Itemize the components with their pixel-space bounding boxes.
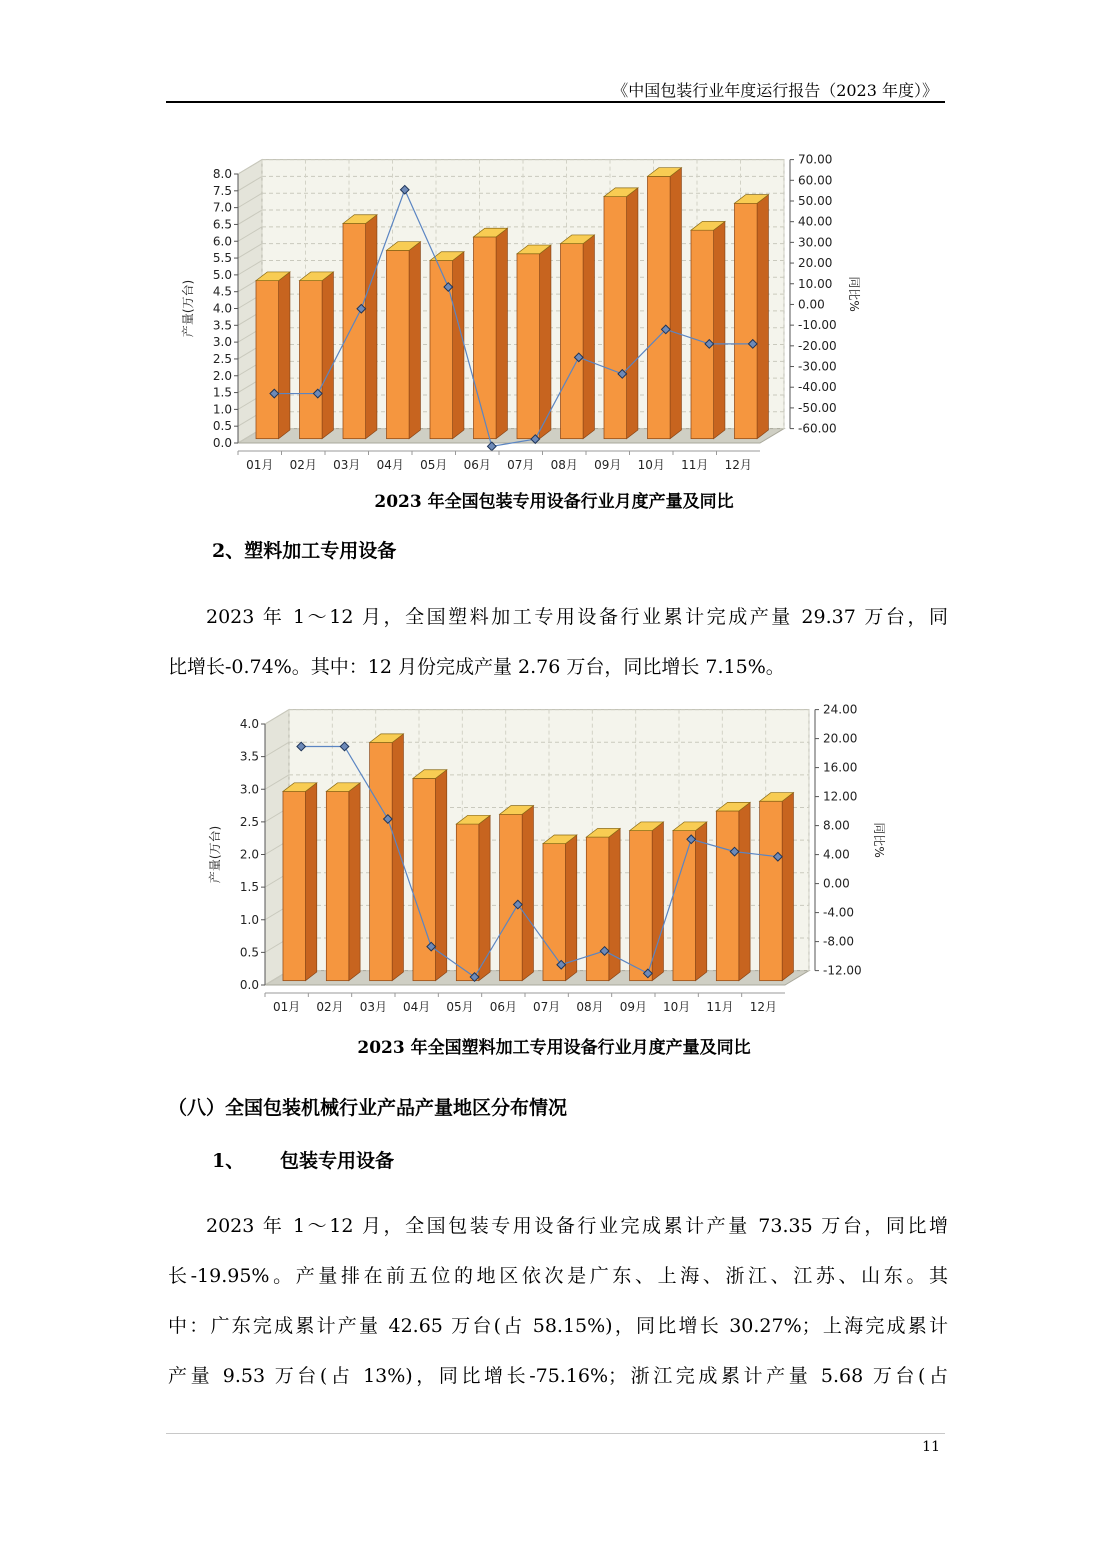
y2-tick-label: 20.00: [823, 731, 858, 746]
y2-axis-title: 同比%: [872, 822, 886, 858]
bar: [386, 250, 409, 438]
chart-2-title: 2023 年全国塑料加工专用设备行业月度产量及同比: [357, 1038, 751, 1058]
bar-side: [782, 793, 793, 981]
chart-1-title: 2023 年全国包装专用设备行业月度产量及同比: [374, 492, 734, 512]
yoy-marker: [400, 185, 409, 194]
bar: [413, 778, 436, 980]
y-tick-label: 4.5: [212, 284, 232, 299]
bar-top: [647, 168, 681, 177]
x-tick-label: 11月: [706, 1000, 734, 1014]
gridline-side: [238, 378, 262, 392]
bar-top: [517, 245, 551, 254]
bar: [691, 230, 714, 438]
gridline-side: [265, 905, 289, 919]
gridline-side: [265, 938, 289, 952]
bar-top: [673, 822, 707, 831]
yoy-marker: [748, 340, 757, 349]
bar-side: [322, 272, 333, 439]
bar-side: [540, 245, 551, 439]
header-title: 《中国包装行业年度运行报告（2023 年度）》: [612, 81, 938, 100]
bar-top: [430, 252, 464, 261]
paragraph-line: 2023 年 1～12 月，全国包装专用设备行业完成累计产量 73.35 万台，同比增: [206, 1215, 948, 1237]
chart-back-wall: [262, 160, 784, 429]
y2-tick-label: -12.00: [823, 963, 862, 978]
y-tick-label: 1.5: [239, 880, 259, 895]
chart-plastic-equipment: [207, 703, 886, 1014]
y-tick-label: 4.0: [212, 301, 232, 316]
bar-top: [413, 770, 447, 779]
yoy-marker: [687, 835, 696, 844]
gridline-side: [238, 260, 262, 274]
yoy-marker: [444, 283, 453, 292]
y-tick-label: 6.5: [212, 217, 232, 232]
y-tick-label: 8.0: [212, 167, 232, 181]
x-tick-label: 04月: [376, 458, 404, 472]
x-tick-label: 03月: [333, 458, 361, 472]
subsection-title: 包装专用设备: [280, 1150, 395, 1172]
yoy-marker: [705, 340, 714, 349]
yoy-marker: [644, 969, 653, 978]
x-tick-label: 10月: [663, 1000, 691, 1014]
chart-back-wall: [289, 710, 809, 971]
yoy-marker: [313, 389, 322, 398]
yoy-marker: [774, 852, 783, 861]
bar-top: [299, 272, 333, 281]
section-2-paragraph: [168, 592, 948, 692]
section-2-heading: 2、塑料加工专用设备: [212, 540, 397, 562]
bar: [370, 743, 393, 981]
bar: [283, 791, 306, 980]
y-tick-label: 3.5: [239, 749, 259, 764]
bar-top: [560, 235, 594, 244]
bar-side: [714, 222, 725, 439]
y2-tick-label: -50.00: [798, 400, 837, 415]
bar-top: [586, 828, 620, 837]
y2-tick-label: 10.00: [798, 276, 833, 291]
bar-side: [583, 235, 594, 439]
footer-rule: [166, 1433, 945, 1434]
x-tick-label: 08月: [576, 1000, 604, 1014]
bar-side: [652, 822, 663, 981]
y-tick-label: 1.0: [212, 402, 232, 417]
yoy-marker: [730, 847, 739, 856]
bar-side: [279, 272, 290, 439]
x-tick-label: 04月: [403, 1000, 431, 1014]
paragraph-line: 2023 年 1～12 月，全国塑料加工专用设备行业累计完成产量 29.37 万台，同: [206, 606, 948, 628]
subsection-number: 1、: [212, 1150, 245, 1172]
y2-tick-label: 16.00: [823, 760, 858, 775]
yoy-marker: [427, 942, 436, 951]
paragraph-line: 长-19.95%。产量排在前五位的地区依次是广东、上海、浙江、江苏、山东。其: [168, 1265, 948, 1287]
bar: [326, 791, 349, 980]
section-8-paragraph: [168, 1201, 948, 1401]
bar: [456, 824, 479, 981]
bar-top: [760, 793, 794, 802]
gridline-side: [265, 840, 289, 854]
gridline-side: [238, 294, 262, 308]
y2-tick-label: 30.00: [798, 235, 833, 250]
bar-top: [500, 806, 534, 815]
x-tick-label: 11月: [681, 458, 709, 472]
page-number: 11: [922, 1439, 940, 1455]
chart-floor: [238, 429, 784, 443]
bar-top: [283, 783, 317, 792]
yoy-marker: [531, 435, 540, 444]
bar-side: [696, 822, 707, 981]
bar: [647, 176, 670, 438]
yoy-marker: [600, 947, 609, 956]
x-tick-label: 03月: [359, 1000, 387, 1014]
yoy-marker: [487, 442, 496, 451]
bar-side: [436, 770, 447, 981]
bar-top: [326, 783, 360, 792]
y-tick-label: 1.5: [212, 385, 232, 400]
y2-tick-label: -10.00: [798, 318, 837, 333]
y-tick-label: 0.0: [239, 978, 259, 992]
x-tick-label: 01月: [273, 1000, 301, 1014]
x-tick-label: 08月: [550, 458, 578, 472]
bar: [517, 254, 540, 439]
bar: [760, 801, 783, 980]
gridline-side: [238, 395, 262, 409]
gridline-side: [238, 345, 262, 359]
y2-tick-label: 0.00: [823, 876, 850, 891]
bar-top: [734, 195, 768, 204]
x-tick-label: 12月: [749, 1000, 777, 1014]
yoy-marker: [384, 815, 393, 824]
y-tick-label: 5.0: [212, 267, 232, 282]
yoy-marker: [618, 370, 627, 379]
bar: [299, 281, 322, 439]
bar: [256, 281, 279, 439]
y-tick-label: 3.0: [239, 782, 259, 797]
gridline-side: [238, 210, 262, 224]
yoy-marker: [297, 742, 306, 751]
yoy-marker: [514, 900, 523, 909]
x-tick-label: 10月: [637, 458, 665, 472]
gridline-side: [265, 873, 289, 887]
gridline-side: [238, 328, 262, 342]
gridline-side: [238, 176, 262, 190]
yoy-marker: [270, 389, 279, 398]
y2-tick-label: 24.00: [823, 702, 858, 717]
bar-side: [392, 734, 403, 981]
yoy-line: [274, 190, 753, 447]
gridline-side: [238, 160, 262, 174]
y-axis-title: 产量(万台): [181, 279, 195, 338]
y-tick-label: 6.0: [212, 234, 232, 249]
bar-side: [627, 188, 638, 439]
gridline-side: [265, 710, 289, 724]
bar-top: [256, 272, 290, 281]
bar: [673, 831, 696, 981]
x-tick-label: 07月: [533, 1000, 561, 1014]
bar: [734, 203, 757, 438]
bar-top: [343, 215, 377, 224]
y2-tick-label: 4.00: [823, 847, 850, 862]
y2-tick-label: 70.00: [798, 152, 833, 167]
bar-side: [479, 815, 490, 980]
bar-side: [453, 252, 464, 439]
bar-top: [386, 242, 420, 251]
y2-tick-label: -4.00: [823, 905, 855, 920]
gridline-side: [238, 412, 262, 426]
y-tick-label: 2.0: [212, 368, 232, 383]
gridline-side: [238, 361, 262, 375]
bar-side: [496, 228, 507, 438]
gridline-side: [238, 193, 262, 207]
bar-top: [456, 815, 490, 824]
bar: [604, 197, 627, 439]
bar-top: [630, 822, 664, 831]
y2-tick-label: 0.00: [798, 297, 825, 312]
y2-tick-label: -30.00: [798, 359, 837, 374]
y-tick-label: 2.5: [212, 351, 232, 366]
yoy-marker: [470, 973, 479, 982]
y2-tick-label: 50.00: [798, 193, 833, 208]
x-tick-label: 01月: [246, 458, 274, 472]
section-8-heading: （八）全国包装机械行业产品产量地区分布情况: [168, 1097, 568, 1119]
x-tick-label: 09月: [619, 1000, 647, 1014]
header-rule: [166, 101, 945, 103]
y2-tick-label: -60.00: [798, 421, 837, 436]
bar-side: [366, 215, 377, 439]
gridline-side: [265, 775, 289, 789]
y2-tick-label: -8.00: [823, 934, 855, 949]
x-tick-label: 05月: [446, 1000, 474, 1014]
chart-floor: [265, 971, 809, 985]
y-tick-label: 2.5: [239, 814, 259, 829]
yoy-marker: [557, 960, 566, 969]
chart-side-wall: [265, 710, 289, 985]
bar: [586, 837, 609, 981]
gridline-side: [238, 244, 262, 258]
x-tick-label: 02月: [316, 1000, 344, 1014]
bar-side: [739, 802, 750, 980]
bar: [630, 831, 653, 981]
yoy-marker: [661, 325, 670, 334]
y-tick-label: 7.0: [212, 200, 232, 215]
bar: [716, 811, 739, 981]
yoy-marker: [357, 304, 366, 313]
y2-tick-label: -20.00: [798, 338, 837, 353]
x-tick-label: 02月: [289, 458, 317, 472]
gridline-side: [238, 227, 262, 241]
y-tick-label: 5.5: [212, 251, 232, 266]
y-tick-label: 7.5: [212, 183, 232, 198]
y2-tick-label: 20.00: [798, 256, 833, 271]
chart-packaging-equipment: [180, 153, 861, 472]
y2-tick-label: 40.00: [798, 214, 833, 229]
bar-top: [691, 222, 725, 231]
yoy-marker: [340, 742, 349, 751]
x-tick-label: 06月: [489, 1000, 517, 1014]
x-tick-label: 06月: [463, 458, 491, 472]
bar-top: [370, 734, 404, 743]
bar-side: [566, 835, 577, 981]
bar-side: [609, 828, 620, 980]
bar-top: [716, 802, 750, 811]
x-tick-label: 09月: [594, 458, 622, 472]
bar-side: [757, 195, 768, 439]
y-tick-label: 1.0: [239, 912, 259, 927]
bar-top: [604, 188, 638, 197]
y-tick-label: 3.0: [212, 335, 232, 350]
y-tick-label: 0.5: [239, 945, 259, 960]
bar: [473, 237, 496, 439]
y-tick-label: 3.5: [212, 318, 232, 333]
bar: [430, 260, 453, 438]
paragraph-line: 比增长-0.74%。其中：12 月份完成产量 2.76 万台，同比增长 7.15%。: [168, 656, 785, 678]
y-tick-label: 0.5: [212, 419, 232, 434]
y2-tick-label: 60.00: [798, 173, 833, 188]
paragraph-line: 中：广东完成累计产量 42.65 万台(占 58.15%)，同比增长 30.27%；上海完成累计: [168, 1315, 948, 1337]
gridline-side: [265, 742, 289, 756]
y2-tick-label: 12.00: [823, 789, 858, 804]
bar: [500, 814, 523, 980]
y2-tick-label: 8.00: [823, 818, 850, 833]
y2-axis-title: 同比%: [847, 276, 861, 312]
y-tick-label: 0.0: [212, 436, 232, 450]
bar-side: [670, 168, 681, 439]
gridline-side: [265, 807, 289, 821]
y-tick-label: 2.0: [239, 847, 259, 862]
bar: [560, 244, 583, 439]
x-tick-label: 12月: [724, 458, 752, 472]
bar-top: [473, 228, 507, 237]
bar: [543, 844, 566, 981]
bar-side: [522, 806, 533, 981]
yoy-marker: [574, 353, 583, 362]
bar: [343, 223, 366, 438]
bar-top: [543, 835, 577, 844]
bar-side: [306, 783, 317, 981]
x-tick-label: 07月: [507, 458, 535, 472]
bar-side: [409, 242, 420, 439]
y-axis-title: 产量(万台): [208, 825, 222, 884]
gridline-side: [265, 971, 289, 985]
chart-side-wall: [238, 160, 262, 443]
gridline-side: [238, 277, 262, 291]
paragraph-line: 产量 9.53 万台(占 13%)，同比增长-75.16%；浙江完成累计产量 5.68 万台(占: [168, 1365, 948, 1387]
y-tick-label: 4.0: [239, 717, 259, 731]
y2-tick-label: -40.00: [798, 380, 837, 395]
yoy-line: [301, 746, 778, 977]
bar-side: [349, 783, 360, 981]
gridline-side: [238, 429, 262, 443]
gridline-side: [238, 311, 262, 325]
x-tick-label: 05月: [420, 458, 448, 472]
